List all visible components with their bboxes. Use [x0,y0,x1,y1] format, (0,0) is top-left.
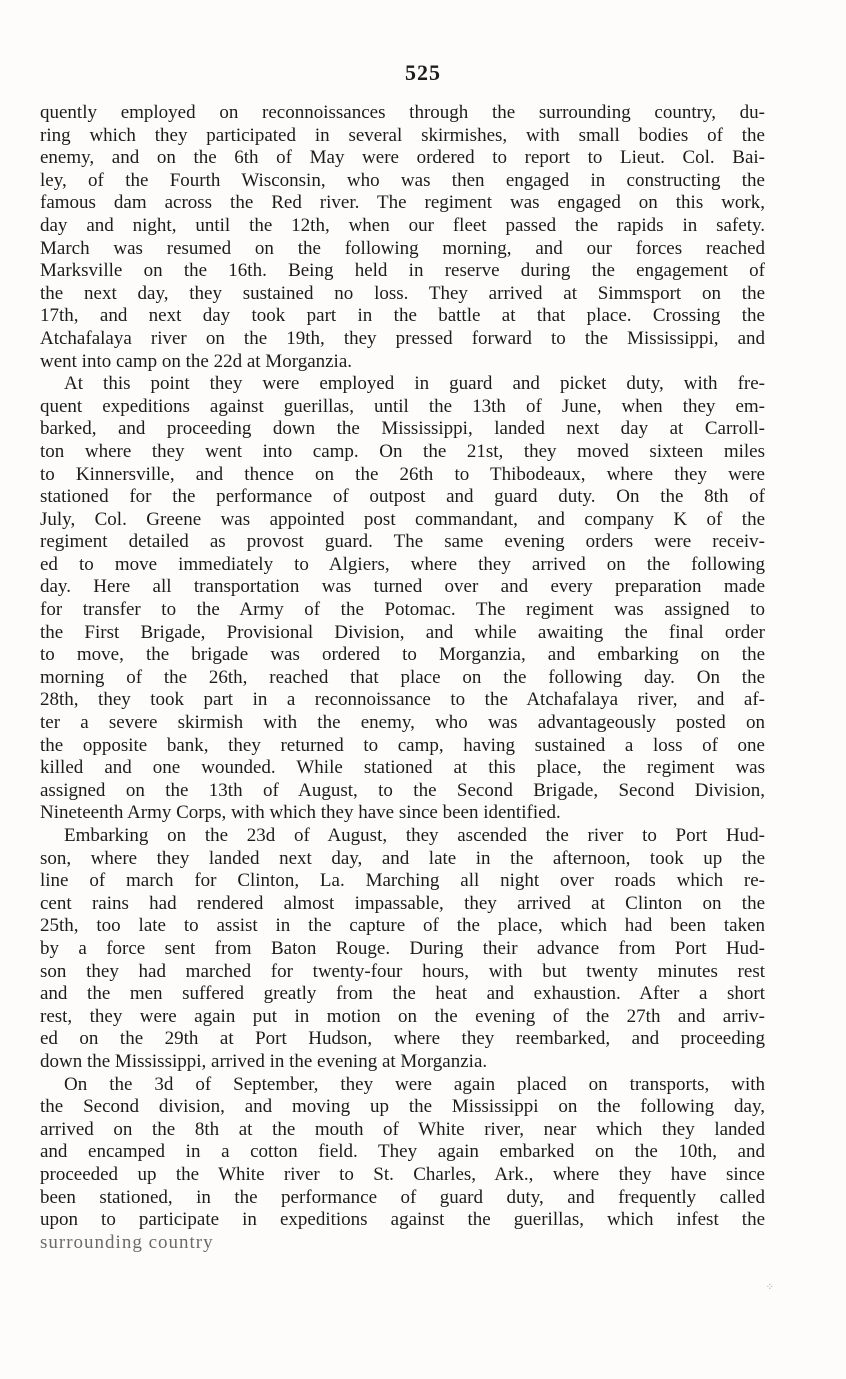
text-line: and encamped in a cotton field. They again embarked on the 10th, and [40,1141,765,1163]
text-line: and the men suffered greatly from the heat and exhaustion. After a short [40,983,765,1005]
text-line: March was resumed on the following morning, and our forces reached [40,237,765,259]
text-line: ley, of the Fourth Wisconsin, who was then engaged in constructing the [40,169,765,191]
text-line: Embarking on the 23d of August, they ascended the river to Port Hud- [64,825,765,846]
paragraph [40,373,765,825]
text-line: quently employed on reconnoissances through the surrounding country, du- [40,102,765,123]
text-line: down the Mississippi, arrived in the evening at Morganzia. [40,1050,488,1072]
text-line: upon to participate in expeditions against the guerillas, which infest the [40,1209,765,1231]
text-line: On the 3d of September, they were again placed on transports, with [64,1073,765,1095]
text-line: for transfer to the Army of the Potomac. The regiment was assigned to [40,599,765,621]
text-line: son, where they landed next day, and late in the afternoon, took up the [40,847,765,869]
scan-speck: ⁘ [765,1282,774,1293]
text-line: 25th, too late to assist in the capture of the place, which had been taken [40,915,765,937]
text-line: ed on the 29th at Port Hudson, where they reembarked, and proceeding [40,1028,765,1050]
text-line: the First Brigade, Provisional Division, and while awaiting the final order [40,621,765,643]
text-line: ton where they went into camp. On the 21st, they moved sixteen miles [40,440,765,462]
text-line: line of march for Clinton, La. Marching all night over roads which re- [40,870,765,892]
paragraph [40,825,765,1074]
text-line: cent rains had rendered almost impassable, they arrived at Clinton on the [40,892,765,914]
page-number: 525 [405,60,441,85]
text-line: rest, they were again put in motion on the evening of the 27th and arriv- [40,1005,765,1027]
text-line: to Kinnersville, and thence on the 26th to Thibodeaux, where they were [40,463,765,485]
text-line: to move, the brigade was ordered to Morganzia, and embarking on the [40,644,765,666]
text-line: ter a severe skirmish with the enemy, who was advantageously posted on [40,712,765,734]
text-line: arrived on the 8th at the mouth of White river, near which they landed [40,1118,765,1140]
text-line: killed and one wounded. While stationed at this place, the regiment was [40,757,765,779]
paragraph [40,1074,765,1232]
text-line: Nineteenth Army Corps, with which they have since been identified. [40,802,561,824]
text-line: the Second division, and moving up the Mississippi on the following day, [40,1096,765,1118]
text-line: quent expeditions against guerillas, until the 13th of June, when they em- [40,395,765,417]
text-line: assigned on the 13th of August, to the Second Brigade, Second Division, [40,779,765,801]
text-line: 28th, they took part in a reconnoissance to the Atchafalaya river, and af- [40,689,765,711]
text-line: ed to move immediately to Algiers, where they arrived on the following [40,553,765,575]
text-line: morning of the 26th, reached that place on the following day. On the [40,666,765,688]
text-line: by a force sent from Baton Rouge. During their advance from Port Hud- [40,937,765,959]
text-line: barked, and proceeding down the Mississippi, landed next day at Carroll- [40,418,765,440]
body-text [40,102,765,1254]
text-line: stationed for the performance of outpost and guard duty. On the 8th of [40,486,765,508]
text-line: the next day, they sustained no loss. They arrived at Simmsport on the [40,282,765,304]
text-line: ring which they participated in several skirmishes, with small bodies of the [40,124,765,146]
text-line: son they had marched for twenty-four hours, with but twenty minutes rest [40,960,765,982]
text-line: Marksville on the 16th. Being held in reserve during the engagement of [40,260,765,282]
text-line: been stationed, in the performance of guard duty, and frequently called [40,1186,765,1208]
text-line: day. Here all transportation was turned over and every preparation made [40,576,765,598]
text-line: At this point they were employed in guard and picket duty, with fre- [64,373,765,395]
faded-text-line: surrounding country [40,1231,214,1253]
text-line: enemy, and on the 6th of May were ordered to report to Lieut. Col. Bai- [40,147,765,169]
text-line: 17th, and next day took part in the battle at that place. Crossing the [40,305,765,327]
text-line: famous dam across the Red river. The regiment was engaged on this work, [40,192,765,214]
text-line: regiment detailed as provost guard. The same evening orders were receiv- [40,531,765,553]
text-line: July, Col. Greene was appointed post commandant, and company K of the [40,508,765,530]
text-line: Atchafalaya river on the 19th, they pressed forward to the Mississippi, and [40,327,765,349]
text-line: went into camp on the 22d at Morganzia. [40,350,353,372]
text-line: the opposite bank, they returned to camp, having sustained a loss of one [40,734,765,756]
text-line: proceeded up the White river to St. Charles, Ark., where they have since [40,1163,765,1185]
paragraph [40,102,765,373]
text-line: day and night, until the 12th, when our fleet passed the rapids in safety. [40,214,765,236]
